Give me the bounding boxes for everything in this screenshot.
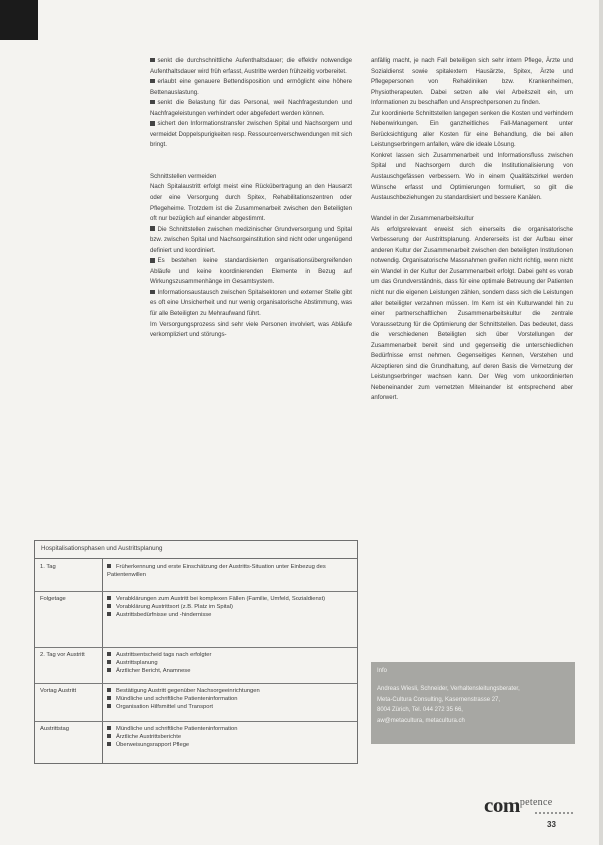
right-section-heading (371, 214, 573, 225)
left-bullet-paragraph (150, 225, 352, 257)
square-bullet-icon (150, 58, 155, 63)
timeline-phase-label: Vortag Austritt (40, 688, 77, 694)
timeline-item-text: Bestätigung Austritt gegenüber Nachsorgeeinrichtungen (116, 688, 260, 694)
left-bullet-paragraph (150, 56, 352, 77)
timeline-row-divider (35, 591, 357, 592)
left-bullet-paragraph (150, 98, 352, 119)
hospitalisation-timeline-table (34, 540, 358, 764)
timeline-item-text: Ärztlicher Bericht, Anamnese (116, 668, 191, 675)
info-title: Info (377, 668, 388, 674)
square-bullet-icon (107, 604, 111, 608)
timeline-item (107, 703, 349, 711)
timeline-phase-label: 2. Tag vor Austritt (40, 652, 85, 658)
paragraph-text: Konkret lassen sich Zusammenarbeit und Informationsfluss zwischen Spital und Nachsorgern durch die Institutionalisierung von Austauschgefässen verbessern. Wo in einem Qualitätszirkel werden Wünsche erfasst und Optimierungen formuliert, so gilt die Austauschbeziehungen zu standardisiert und bessere Kanälen. (371, 151, 573, 202)
timeline-row-divider (35, 683, 357, 684)
timeline-item (107, 611, 349, 619)
paragraph-text: Wandel in der Zusammenarbeitskultur (371, 215, 474, 223)
page-corner-mark (0, 0, 38, 40)
right-paragraph (371, 225, 573, 404)
paragraph-text: senkt die Belastung für das Personal, weil Nachfragestunden und Nachfrageleistungen verhindert oder abgefedert werden können. (150, 99, 352, 117)
timeline-item (107, 603, 349, 611)
right-paragraph (371, 151, 573, 204)
timeline-item (107, 695, 349, 703)
paragraph-text: Im Versorgungsprozess sind sehr viele Personen involviert, was Abläufe verkompliziert und störungs- (150, 320, 352, 339)
info-line: aw@metacultura, metacultura.ch (377, 717, 465, 724)
timeline-column-divider (102, 559, 103, 763)
left-bullet-paragraph (150, 256, 352, 288)
timeline-phase-items (107, 595, 349, 619)
square-bullet-icon (107, 696, 111, 700)
paragraph-gap (150, 151, 352, 162)
timeline-item (107, 733, 349, 741)
paragraph-text: Die Schnittstellen zwischen medizinischer Grundversorgung und Spital bzw. zwischen Spital und Nachsorgeinstitution sind nicht oder ungenügend definiert und koordiniert. (150, 225, 352, 254)
timeline-item-text: Vorabklärung Austrittsort (z.B. Platz im Spital) (116, 604, 233, 611)
paragraph-text: sichert den Informationstransfer zwischen Spital und Nachsorgern und vermeidet Doppelspurigkeiten resp. Ressourcenverschwendungen mit sich bringt. (150, 120, 352, 149)
square-bullet-icon (107, 726, 111, 730)
timeline-item-text: Mündliche und schriftliche Patienteninformation (116, 726, 238, 732)
left-bullet-paragraph (150, 77, 352, 98)
left-text-column (150, 56, 352, 341)
square-bullet-icon (107, 704, 111, 708)
paragraph-text: Als erfolgsrelevant erweist sich einerseits die organisatorische Verbesserung der Austrittsplanung. Andererseits ist der Aufbau einer anderen Kultur der Zusammenarbeit zwischen den beteiligten Institutionen notwendig. Organisatorische Massnahmen greifen nicht richtig, wenn nicht ein Wandel in der Kultur der Zusammenarbeit erfolgt. Dabei geht es vorab um das Grundverständnis, dass für eine optimale Betreuung der Patienten nicht nur die eigenen Leistungen zählen, sondern dass sich die Leistungen aller beteiligter verzahnen müssen. Im Kern ist ein Kulturwandel hin zu einer partnerschaftlichen Zusammenarbeitskultur die zentrale Voraussetzung für die Optimierung der Schnittstellen. Das bedeutet, dass die verschiedenen Beteiligten sich über Vorstellungen der Zusammenarbeit bereit sind und gegenseitig die unterschiedlichen Bedürfnisse ernst nehmen. Gegenseitiges Kennen, Verstehen und Akzeptieren sind die Grundhaltung, auf deren Basis die Vernetzung der Leistungserbringer wachsen kann. Der Weg vom unkoordinierten Nebeneinander zum vernetzten Miteinander ist entsprechend aber anforwert. (371, 225, 573, 402)
logo-text: com (484, 793, 520, 817)
timeline-item-text: Verabklärungen zum Austritt bei komplexen Fällen (Familie, Umfeld, Sozialdienst) (116, 596, 326, 602)
timeline-phase-items (107, 563, 349, 579)
paragraph-text: Informationsaustausch zwischen Spitalsektoren und externer Stelle gibt es oft eine Unsicherheit und nur wenig organisatorische Abstimmung, was für alle Beteiligten zu Mehraufwand führt. (150, 288, 352, 318)
timeline-item (107, 651, 349, 659)
square-bullet-icon (150, 226, 155, 231)
square-bullet-icon (107, 742, 111, 746)
timeline-phase-items (107, 725, 349, 749)
logo-suffix: petence (519, 797, 553, 808)
paragraph-text: Nach Spitalaustritt erfolgt meist eine Rückübertragung an den Hausarzt oder eine Versorgung durch Spitex, Rehabilitationszentren oder Pflegeheime. Trotzdem ist die Zusammenarbeit zwischen den Beteiligten oft nur bezüglich auf einander abgestimmt. (150, 183, 352, 223)
timeline-item-text: Austrittsentscheid tags nach erfolgter (116, 652, 212, 658)
competence-logo (476, 790, 576, 820)
paragraph-text: Es bestehen keine standardisierten organisationsübergreifenden Abläufe und keine koordinierenden Elemente in Bezug auf Wirkungszusammenhänge im Gesamtsystem. (150, 257, 352, 286)
square-bullet-icon (107, 668, 111, 672)
timeline-phase-items (107, 687, 349, 711)
timeline-item-text: Austrittsbedürfnisse und -hindernisse (116, 612, 212, 619)
left-section-heading (150, 172, 352, 183)
paragraph-text: Zur koordinierte Schnittstellen langegen senken die Kosten und verhindern Nebenwirkungen. Ein ganzheitliches Fall-Management unter Berücksichtigung aller Kosten für eine Behandlung, die bei allen Leistungserbringern anfallen, wäre die ideale Lösung. (371, 109, 573, 149)
timeline-item (107, 725, 349, 733)
paragraph-text: anfällig macht, je nach Fall beteiligen sich sehr intern Pflege, Ärzte und Sozialdienst sowie spitalextern Hausärzte, Spitex, Ärzte und Pflegepersonen von Rehakliniken bzw. Krankenheimen, Physiotherapeuten. Dabei setzen alle viel Arbeitszeit ein, um Informationen zu beschaffen und Ansprechpersonen zu finden. (371, 57, 573, 107)
timeline-item-text: Ärztliche Austrittsberichte (116, 734, 182, 741)
timeline-phase-label: Folgetage (40, 596, 66, 602)
timeline-item-text: Mündliche und schriftliche Patienteninformation (116, 696, 238, 703)
paragraph-text: erlaubt eine genauere Bettendisposition und ermöglicht eine höhere Bettenauslastung. (150, 78, 352, 96)
left-bullet-paragraph (150, 288, 352, 320)
info-line: 8004 Zürich, Tel. 044 272 35 66, (377, 707, 463, 713)
timeline-item (107, 563, 349, 579)
timeline-row-divider (35, 647, 357, 648)
left-paragraph (150, 320, 352, 341)
square-bullet-icon (150, 290, 155, 295)
timeline-row-divider (35, 721, 357, 722)
info-box (371, 662, 575, 744)
timeline-item-text: Austrittsplanung (116, 660, 158, 667)
logo-wordmark (484, 793, 552, 818)
right-paragraph (371, 109, 573, 151)
page-edge (599, 0, 603, 845)
square-bullet-icon (107, 660, 111, 664)
timeline-phase-items (107, 651, 349, 675)
paragraph-text: senkt die durchschnittliche Aufenthaltsdauer; die effektiv notwendige Aufenthaltsdauer wird früh erfasst, Austritte werden frühzeitig vorbereitet. (150, 57, 352, 75)
timeline-item-text: Überweisungsrapport Pflege (116, 742, 190, 749)
timeline-header-divider (35, 558, 357, 559)
timeline-item-text: Organisation Hilfsmittel und Transport (116, 704, 213, 711)
timeline-item (107, 741, 349, 749)
timeline-item (107, 595, 349, 603)
timeline-item (107, 659, 349, 667)
square-bullet-icon (107, 652, 111, 656)
timeline-phase-label: 1. Tag (40, 564, 56, 570)
timeline-title: Hospitalisationsphasen und Austrittsplanung (41, 545, 163, 552)
square-bullet-icon (107, 688, 111, 692)
timeline-item-text: Früherkennung und erste Einschätzung der Austritts-Situation unter Einbezug des Patientenwillen (107, 564, 326, 579)
square-bullet-icon (150, 121, 155, 126)
square-bullet-icon (150, 79, 155, 84)
timeline-item (107, 687, 349, 695)
info-line: Meta-Cultura Consulting, Kasernenstrasse 27, (377, 696, 501, 703)
timeline-phase-label: Austrittstag (40, 726, 69, 732)
page-number: 33 (547, 820, 556, 829)
square-bullet-icon (150, 258, 155, 263)
info-contact-lines (377, 684, 569, 726)
timeline-item (107, 667, 349, 675)
paragraph-text: Schnittstellen vermeiden (150, 172, 217, 180)
square-bullet-icon (150, 100, 155, 105)
left-bullet-paragraph (150, 119, 352, 151)
info-line: Andreas Wiesli, Schneider, Verhaltensleitungsberater, (377, 686, 520, 692)
logo-dot-rule (534, 812, 574, 814)
square-bullet-icon (107, 596, 111, 600)
left-paragraph (150, 182, 352, 224)
right-text-column (371, 56, 573, 404)
square-bullet-icon (107, 612, 111, 616)
right-paragraph (371, 56, 573, 109)
square-bullet-icon (107, 564, 111, 568)
square-bullet-icon (107, 734, 111, 738)
